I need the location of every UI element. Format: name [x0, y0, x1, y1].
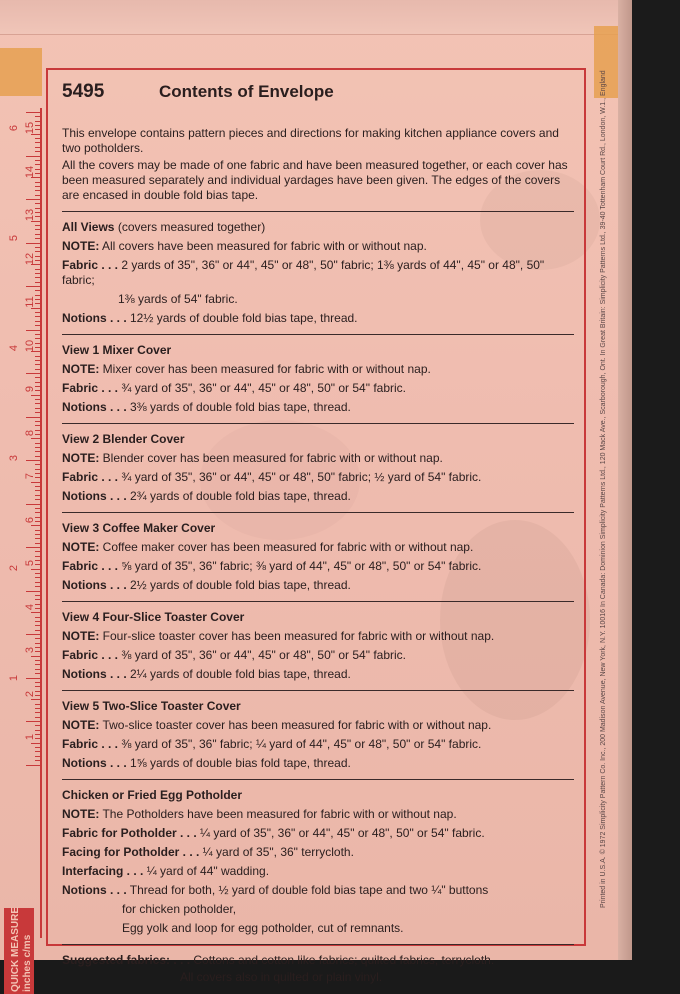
ruler-tick: [35, 408, 40, 409]
line-text: 1⅝ yards of double bias fold tape, thread.: [126, 756, 351, 770]
line-text: ¼ yard of 44" wadding.: [143, 864, 270, 878]
section-line: [62, 400, 574, 415]
section-line: [62, 381, 574, 396]
quick-measure-brand: QUICK MEASURE: [10, 906, 21, 992]
ruler-tick: [35, 421, 40, 422]
ruler-inch-label: 4: [8, 344, 20, 352]
ruler-cm-label: 9: [24, 385, 36, 393]
divider: [62, 512, 574, 513]
divider: [62, 211, 574, 212]
ruler-tick: [35, 247, 40, 248]
ruler-tick: [26, 460, 40, 461]
line-text: Mixer cover has been measured for fabric with or without nap.: [99, 362, 431, 376]
line-text: All covers have been measured for fabric with or without nap.: [99, 239, 427, 253]
suggested-line2: All covers also in quilted or plain vinyl.: [180, 970, 383, 984]
ruler-cm-label: 14: [24, 165, 36, 178]
ruler-inch-label: 5: [8, 234, 20, 242]
ruler-cm-label: 4: [24, 603, 36, 610]
ruler-tick: [35, 508, 40, 509]
ruler-cm-label: 13: [24, 208, 36, 222]
ruler-cm-label: 8: [24, 429, 36, 436]
line-label: Notions . . .: [62, 883, 127, 897]
ruler-tick: [35, 360, 40, 361]
line-label: Fabric . . .: [62, 648, 119, 662]
section: [62, 699, 574, 771]
section-line: [62, 902, 574, 917]
section: [62, 788, 574, 936]
line-label: NOTE:: [62, 451, 100, 465]
header: [62, 82, 574, 112]
line-label: NOTE:: [62, 540, 100, 554]
ruler-tick: [35, 403, 40, 404]
line-label: NOTE:: [62, 239, 100, 253]
intro-paragraph: All the covers may be made of one fabric and have been measured together, or each cover has been measured separately and individual yardages have been given. The edges of the covers are encased in double fold bias tape.: [62, 158, 568, 202]
line-label: Notions . . .: [62, 489, 127, 503]
ruler-tick: [35, 160, 40, 161]
ruler-tick: [35, 147, 40, 148]
section-title-text: View 1 Mixer Cover: [62, 343, 172, 357]
ruler-tick: [35, 499, 40, 500]
ruler-scale: [0, 108, 42, 938]
ruler-tick: [35, 595, 40, 596]
section-title: [62, 220, 574, 235]
ruler-tick: [35, 316, 40, 317]
ruler-tick: [35, 621, 40, 622]
line-label: Fabric . . .: [62, 470, 119, 484]
line-text: Four-slice toaster cover has been measured for fabric with or without nap.: [99, 629, 495, 643]
section-line: [62, 921, 574, 936]
ruler-tick: [26, 112, 40, 113]
ruler-cm-label: 11: [24, 296, 36, 308]
line-label: Facing for Potholder . . .: [62, 845, 200, 859]
ruler-tick: [35, 577, 40, 578]
ruler-tick: [35, 495, 40, 496]
line-label: Fabric . . .: [62, 559, 119, 573]
ruler-tick: [35, 312, 40, 313]
ruler-tick: [35, 334, 40, 335]
section-title-text: View 4 Four-Slice Toaster Cover: [62, 610, 245, 624]
ruler-tick: [35, 586, 40, 587]
ruler-tick: [35, 325, 40, 326]
line-label: Notions . . .: [62, 756, 127, 770]
divider: [62, 690, 574, 691]
ruler-tick: [35, 543, 40, 544]
section-line: [62, 718, 574, 733]
line-text: Blender cover has been measured for fabric with or without nap.: [99, 451, 443, 465]
line-text: 3⅜ yards of double fold bias tape, thread.: [126, 400, 351, 414]
ruler-tick: [35, 660, 40, 661]
divider: [62, 944, 574, 945]
section-title-text: View 3 Coffee Maker Cover: [62, 521, 216, 535]
line-text: 2¼ yards of double fold bias tape, thread.: [126, 667, 351, 681]
ruler-tick: [26, 721, 40, 722]
envelope-top-fold: [0, 0, 636, 35]
line-label: NOTE:: [62, 807, 100, 821]
line-label: Notions . . .: [62, 667, 127, 681]
intro-paragraph: This envelope contains pattern pieces and directions for making kitchen appliance covers and two potholders.: [62, 126, 559, 155]
section-line: [62, 559, 574, 574]
line-label: Fabric . . .: [62, 381, 119, 395]
section-line: [62, 807, 574, 822]
side-imprint: [600, 70, 614, 915]
tape-left: [0, 48, 42, 96]
divider: [62, 601, 574, 602]
ruler-inch-label: 1: [8, 674, 20, 682]
ruler-tick: [35, 756, 40, 757]
ruler-tick: [35, 534, 40, 535]
ruler-inch-label: 2: [8, 564, 20, 572]
section-line: [62, 629, 574, 644]
section-line: [62, 540, 574, 555]
sections: [62, 211, 574, 936]
line-text: 12½ yards of double fold bias tape, thread.: [126, 311, 358, 325]
ruler-tick: [26, 765, 40, 766]
ruler-tick: [26, 634, 40, 635]
section-line: [62, 258, 574, 288]
line-text: 2¾ yards of double fold bias tape, thread.: [126, 489, 351, 503]
ruler-cm-label: 7: [24, 472, 36, 480]
ruler-tick: [26, 547, 40, 548]
line-text: 1⅜ yards of 54" fabric.: [118, 292, 238, 306]
line-label: Notions . . .: [62, 400, 127, 414]
line-label: NOTE:: [62, 629, 100, 643]
line-text: Coffee maker cover has been measured for fabric with or without nap.: [99, 540, 474, 554]
ruler-tick: [35, 369, 40, 370]
ruler-tick: [35, 151, 40, 152]
line-label: NOTE:: [62, 362, 100, 376]
section-line: [62, 883, 574, 898]
background-edge: [632, 0, 680, 960]
line-text: Egg yolk and loop for egg potholder, cut of remnants.: [122, 921, 404, 935]
section-line: [62, 292, 574, 307]
ruler-tick: [35, 760, 40, 761]
ruler-tick: [35, 538, 40, 539]
ruler-tick: [35, 277, 40, 278]
ruler-tick: [26, 286, 40, 287]
divider: [62, 779, 574, 780]
ruler-cm-label: 2: [24, 690, 36, 697]
ruler-tick: [26, 417, 40, 418]
section-line: [62, 489, 574, 504]
page-title: Contents of Envelope: [159, 82, 334, 101]
pattern-number: 5495: [62, 81, 105, 102]
ruler-tick: [35, 669, 40, 670]
ruler-cm-label: 6: [24, 516, 36, 523]
ruler-tick: [35, 573, 40, 574]
ruler-tick: [35, 399, 40, 400]
ruler-tick: [35, 682, 40, 683]
section-line: [62, 826, 574, 841]
section: [62, 220, 574, 326]
ruler-tick: [35, 582, 40, 583]
ruler-tick: [35, 195, 40, 196]
section-title: [62, 432, 574, 447]
divider: [62, 334, 574, 335]
line-text: ¾ yard of 35", 36" or 44", 45" or 48", 50" fabric; ½ yard of 54" fabric.: [118, 470, 482, 484]
line-label: Notions . . .: [62, 578, 127, 592]
line-text: ⅜ yard of 35", 36" fabric; ¼ yard of 44", 45" or 48", 50" or 54" fabric.: [118, 737, 482, 751]
ruler-tick: [26, 156, 40, 157]
ruler-cm-label: 1: [24, 733, 36, 741]
section-title: [62, 610, 574, 625]
ruler-tick: [35, 190, 40, 191]
ruler-tick: [35, 321, 40, 322]
section-title-text: View 2 Blender Cover: [62, 432, 185, 446]
ruler-tick: [35, 486, 40, 487]
section-line: [62, 578, 574, 593]
ruler-inch-label: 6: [8, 124, 20, 132]
line-label: Interfacing . . .: [62, 864, 144, 878]
section-title: [62, 788, 574, 803]
ruler-tick: [35, 717, 40, 718]
ruler-tick: [35, 630, 40, 631]
section: [62, 432, 574, 504]
line-text: ¼ yard of 35", 36" terrycloth.: [199, 845, 354, 859]
section: [62, 610, 574, 682]
section-line: [62, 756, 574, 771]
section-title-text: All Views: [62, 220, 115, 234]
ruler-tick: [35, 186, 40, 187]
divider: [62, 423, 574, 424]
ruler-tick: [35, 282, 40, 283]
ruler-tick: [35, 229, 40, 230]
ruler-tick: [35, 447, 40, 448]
line-text: The Potholders have been measured for fabric with or without nap.: [99, 807, 457, 821]
ruler-cm-label: 3: [24, 646, 36, 654]
section-title: [62, 521, 574, 536]
line-text: ⅜ yard of 35", 36" or 44", 45" or 48", 50" or 54" fabric.: [118, 648, 406, 662]
line-text: Two-slice toaster cover has been measured for fabric with or without nap.: [99, 718, 492, 732]
ruler-tick: [35, 225, 40, 226]
ruler-cm-label: 15: [24, 121, 36, 135]
ruler-tick: [35, 456, 40, 457]
ruler-tick: [35, 234, 40, 235]
ruler-tick: [35, 451, 40, 452]
ruler-tick: [26, 678, 40, 679]
ruler-tick: [35, 747, 40, 748]
quick-measure-units: inches c/ms: [22, 934, 33, 992]
ruler-cm-label: 12: [24, 252, 36, 265]
suggested-line1: Cottons and cotton like fabrics; quilted fabrics, terrycloth.: [190, 953, 495, 967]
line-text: ¼ yard of 35", 36" or 44", 45" or 48", 50" or 54" fabric.: [196, 826, 485, 840]
ruler-cm-label: 10: [24, 339, 36, 352]
section-line: [62, 648, 574, 663]
quick-measure-badge: [4, 908, 34, 994]
ruler-tick: [35, 142, 40, 143]
measure-ruler: [0, 108, 40, 992]
ruler-tick: [35, 412, 40, 413]
section-line: [62, 864, 574, 879]
section: [62, 343, 574, 415]
line-label: Fabric . . .: [62, 737, 119, 751]
ruler-cm-label: 5: [24, 559, 36, 567]
ruler-tick: [35, 712, 40, 713]
ruler-inch-label: 3: [8, 454, 20, 462]
line-text: 2 yards of 35", 36" or 44", 45" or 48", 50" fabric; 1⅜ yards of 44", 45" or 48", 50" fabric;: [62, 258, 545, 287]
section-line: [62, 239, 574, 254]
suggested-label: Suggested fabrics: . . .: [62, 953, 191, 967]
intro: [62, 126, 574, 203]
content: [62, 82, 574, 985]
section-title-text: Chicken or Fried Egg Potholder: [62, 788, 243, 802]
suggested-fabrics: [62, 953, 574, 985]
line-text: Thread for both, ½ yard of double fold bias tape and two ¼" buttons: [126, 883, 489, 897]
section-line: [62, 451, 574, 466]
ruler-tick: [26, 330, 40, 331]
ruler-tick: [35, 708, 40, 709]
section: [62, 521, 574, 593]
line-label: Notions . . .: [62, 311, 127, 325]
section-line: [62, 667, 574, 682]
ruler-tick: [26, 591, 40, 592]
ruler-tick: [35, 664, 40, 665]
section-line: [62, 737, 574, 752]
ruler-tick: [35, 273, 40, 274]
ruler-tick: [35, 364, 40, 365]
section-line: [62, 311, 574, 326]
section-title-suffix: (covers measured together): [114, 220, 266, 234]
ruler-tick: [26, 373, 40, 374]
line-label: Fabric . . .: [62, 258, 119, 272]
ruler-tick: [35, 490, 40, 491]
ruler-tick: [26, 504, 40, 505]
ruler-tick: [26, 243, 40, 244]
section-title-text: View 5 Two-Slice Toaster Cover: [62, 699, 241, 713]
ruler-tick: [26, 199, 40, 200]
ruler-tick: [35, 625, 40, 626]
section-title: [62, 699, 574, 714]
ruler-tick: [35, 138, 40, 139]
line-text: 2½ yards of double fold bias tape, thread.: [126, 578, 351, 592]
line-text: ⅝ yard of 35", 36" fabric; ⅜ yard of 44", 45" or 48", 50" or 54" fabric.: [118, 559, 482, 573]
line-label: NOTE:: [62, 718, 100, 732]
ruler-tick: [35, 751, 40, 752]
section-line: [62, 362, 574, 377]
line-text: ¾ yard of 35", 36" or 44", 45" or 48", 50" or 54" fabric.: [118, 381, 406, 395]
ruler-tick: [35, 673, 40, 674]
section-title: [62, 343, 574, 358]
line-label: Fabric for Potholder . . .: [62, 826, 197, 840]
section-line: [62, 845, 574, 860]
section-line: [62, 470, 574, 485]
publisher-imprint: Printed in U.S.A. © 1972 Simplicity Pattern Co. Inc., 200 Madison Avenue, New York, N.Y. 10016 In Canada: Dominion Simplicity Patterns Ltd., 120 Mack Ave., Scarborough, Ont. In Great Britain: Simplicity Patterns Ltd., 39-40 Tottenham Court Rd., London, W.1., England: [600, 70, 607, 908]
ruler-tick: [35, 238, 40, 239]
line-text: for chicken potholder,: [122, 902, 237, 916]
